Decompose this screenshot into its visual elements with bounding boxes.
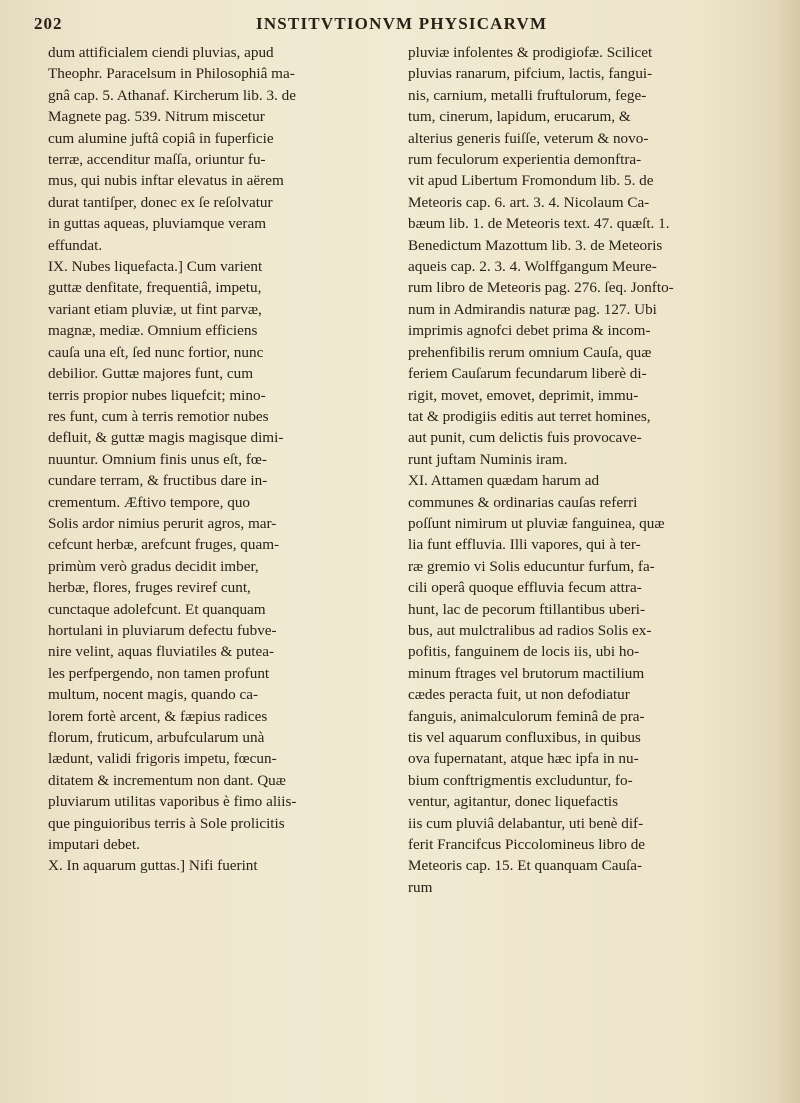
text-line: cædes peracta fuit, ut non defodiatur [408, 686, 630, 704]
text-line: les perfpergendo, non tamen profunt [48, 664, 270, 682]
text-line: gnâ cap. 5. Athanaf. Kircherum lib. 3. de [48, 86, 296, 104]
text-line: cunctaque adolefcunt. Et quanquam [48, 600, 266, 618]
text-line: bium conftrigmentis excluduntur, fo- [408, 771, 633, 789]
text-line: primùm verò gradus decidit imber, [48, 557, 259, 575]
text-line: lorem fortè arcent, & fæpius radices [48, 707, 268, 725]
text-line: rum libro de Meteoris pag. 276. ſeq. Jonfto- [408, 279, 674, 297]
text-line: nuuntur. Omnium finis unus eſt, fœ- [48, 450, 267, 468]
text-line: prehenfibilis rerum omnium Cauſa, quæ [408, 343, 652, 361]
text-line: Meteoris cap. 6. art. 3. 4. Nicolaum Ca- [408, 193, 650, 211]
text-line: Solis ardor nimius perurit agros, mar- [48, 514, 277, 532]
text-line: terris propior nubes liquefcit; mino- [48, 386, 266, 404]
text-line: cili operâ quoque effluvia fecum attra- [408, 579, 642, 597]
text-line: tat & prodigiis editis aut terret homines, [408, 407, 651, 425]
text-line: dum attificialem ciendi pluvias, apud [48, 44, 274, 61]
text-line: X. In aquarum guttas.] Nifi fuerint [48, 857, 258, 875]
text-line: cefcunt herbæ, arefcunt fruges, quam- [48, 536, 280, 554]
text-line: florum, fruticum, arbufcularum unà [48, 729, 265, 746]
text-line: magnæ, mediæ. Omnium efficiens [48, 322, 258, 340]
text-line: pluviarum utilitas vaporibus è fimo aliis- [48, 793, 297, 811]
running-title: INSTITVTIONVM PHYSICARVM [256, 14, 548, 33]
text-line: que pinguioribus terris à Sole prolicitis [48, 814, 285, 832]
text-line: imprimis agnofci debet prima & incom- [408, 322, 651, 340]
text-line: tis vel aquarum confluxibus, in quibus [408, 729, 641, 746]
text-line: poſſunt nimirum ut pluviæ fanguinea, quæ [408, 514, 665, 532]
text-line: in guttas aqueas, pluviamque veram [48, 215, 267, 233]
text-line: ferit Francifcus Piccolomineus libro de [408, 836, 646, 854]
text-line: mus, qui nubis inftar elevatus in aërem [48, 172, 284, 190]
page-edge-shadow [776, 0, 800, 1103]
text-line: pluvias ranarum, pifcium, lactis, fangui- [408, 65, 653, 83]
text-line: rum feculorum experientia demonftra- [408, 151, 642, 169]
text-line: bus, aut mulctralibus ad radios Solis ex- [408, 621, 652, 639]
text-line: hunt, lac de pecorum ftillantibus uberi- [408, 600, 646, 618]
text-line: lia funt effluvia. Illi vapores, qui à ter- [408, 536, 641, 554]
text-line: ventur, agitantur, donec liquefactis [408, 793, 619, 811]
text-line: IX. Nubes liquefacta.] Cum varient [48, 258, 263, 276]
text-line: fanguis, animalculorum feminâ de pra- [408, 707, 645, 725]
text-line: multum, nocent magis, quando ca- [48, 686, 259, 704]
text-line: defluit, & guttæ magis magisque dimi- [48, 429, 284, 447]
text-line: durat tantiſper, donec ex ſe reſolvatur [48, 193, 273, 211]
page-header [34, 14, 774, 40]
text-line: cundare terram, & fructibus dare in- [48, 472, 268, 490]
text-line: imputari debet. [48, 836, 140, 854]
text-line: nire velint, aquas fluviatiles & putea- [48, 643, 275, 661]
text-line: Benedictum Mazottum lib. 3. de Meteoris [408, 236, 663, 254]
text-line: Meteoris cap. 15. Et quanquam Cauſa- [408, 857, 643, 875]
text-line: variant etiam pluviæ, ut fint parvæ, [48, 300, 262, 318]
text-line: terræ, accenditur maſſa, oriuntur fu- [48, 151, 266, 169]
right-text-column [408, 42, 778, 1102]
text-line: herbæ, flores, fruges reviref cunt, [48, 579, 251, 597]
text-line: vit apud Libertum Fromondum lib. 5. de [408, 172, 654, 190]
text-line: effundat. [48, 236, 103, 254]
text-line: ova fupernatant, atque hæc ipfa in nu- [408, 750, 639, 768]
text-line: minum ftrages vel brutorum mactilium [408, 664, 645, 682]
text-line: Theophr. Paracelsum in Philosophiâ ma- [48, 65, 295, 83]
text-line: ræ gremio vi Solis educuntur furfum, fa- [408, 557, 655, 575]
text-line: cauſa una eſt, ſed nunc fortior, nunc [48, 343, 264, 361]
text-line: alterius generis fuiſſe, veterum & novo- [408, 129, 649, 147]
text-line: ditatem & incrementum non dant. Quæ [48, 771, 286, 789]
text-line: res funt, cum à terris remotior nubes [48, 407, 269, 425]
text-line: debilior. Guttæ majores funt, cum [48, 365, 254, 383]
text-line: tum, cinerum, lapidum, erucarum, & [408, 108, 631, 126]
text-line: hortulani in pluviarum defectu fubve- [48, 621, 277, 639]
text-line: guttæ denfitate, frequentiâ, impetu, [48, 279, 262, 297]
text-line: feriem Cauſarum fecundarum liberè di- [408, 365, 647, 383]
text-line: rigit, movet, emovet, deprimit, immu- [408, 386, 639, 404]
text-line: Magnete pag. 539. Nitrum miscetur [48, 108, 265, 126]
text-line: cum alumine juftâ copiâ in fuperficie [48, 129, 274, 147]
text-line: XI. Attamen quædam harum ad [408, 472, 600, 490]
text-line: pluviæ infolentes & prodigiofæ. Scilicet [408, 44, 653, 61]
text-line: crementum. Æftivo tempore, quo [48, 493, 251, 511]
left-text-column [48, 42, 413, 1102]
text-line: aut punit, cum delictis fuis provocave- [408, 429, 642, 447]
text-line: runt juftam Numinis iram. [408, 450, 568, 468]
text-line: nis, carnium, metalli fruftulorum, fege- [408, 86, 647, 104]
text-line: num in Admirandis naturæ pag. 127. Ubi [408, 300, 657, 318]
text-line: communes & ordinarias cauſas referri [408, 493, 638, 511]
page-number: 202 [34, 14, 63, 33]
text-line: bæum lib. 1. de Meteoris text. 47. quæſt. 1. [408, 215, 670, 233]
text-line: aqueis cap. 2. 3. 4. Wolffgangum Meure- [408, 258, 657, 276]
text-line: lædunt, validi frigoris impetu, fœcun- [48, 750, 277, 768]
text-line: pofitis, fanguinem de locis iis, ubi ho- [408, 643, 640, 661]
text-line: rum [408, 878, 433, 896]
text-line: iis cum pluviâ delabantur, uti benè dif- [408, 814, 644, 832]
